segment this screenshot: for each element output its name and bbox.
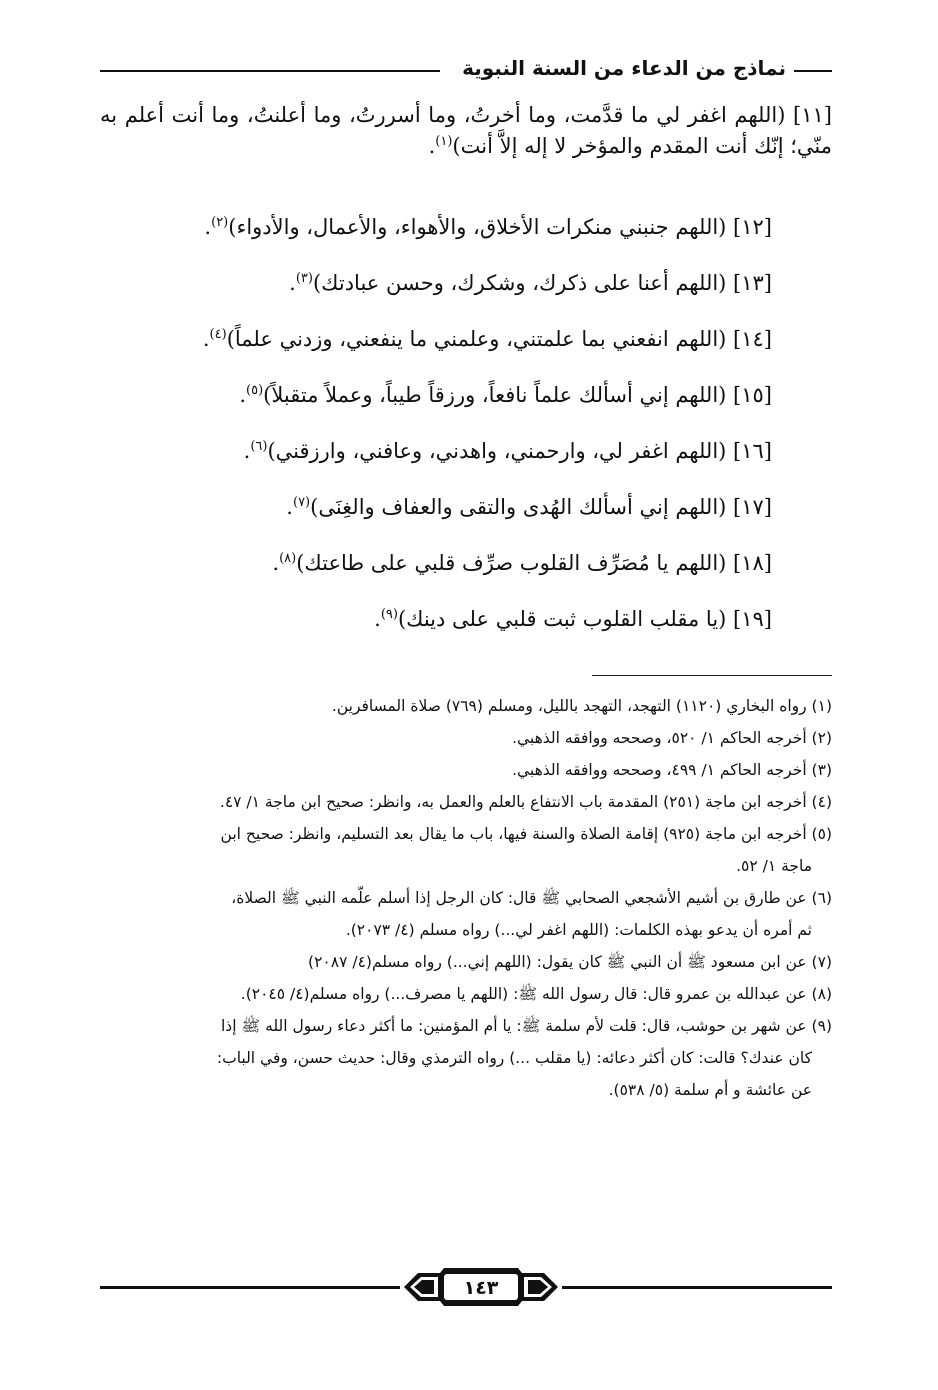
header-title: نماذج من الدعاء من السنة النبوية bbox=[454, 56, 794, 80]
header-rule-left bbox=[100, 70, 440, 72]
footnote-6: (٦) عن طارق بن أشيم الأشجعي الصحابي ﷺ قال: كان الرجل إذا أسلم علّمه النبي ﷺ الصلاة، bbox=[231, 889, 832, 907]
dua-text: [١٦] (اللهم اغفر لي، وارحمني، واهدني، وعافني، وارزقني) bbox=[267, 439, 772, 463]
footnote-ref: (٨) bbox=[279, 551, 297, 566]
footnote-ref: (٦) bbox=[250, 439, 268, 454]
footer-rule-left bbox=[100, 1286, 400, 1289]
footnote-separator bbox=[592, 675, 832, 676]
footnote-ref: (٢) bbox=[211, 215, 229, 230]
footnote-9: (٩) عن شهر بن حوشب، قال: قلت لأم سلمة ﷺ: يا أم المؤمنين: ما أكثر دعاء رسول الله ﷺ إذا bbox=[220, 1017, 832, 1035]
dua-text: [١١] (اللهم اغفر لي ما قدَّمت، وما أخرتُ، وما أسررتُ، وما أعلنتُ، وما أنت أعلم به منّي؛ إنّك أنت المقدم والمؤخر لا إله إلاَّ أنت) bbox=[100, 103, 832, 158]
dua-18: [١٨] (اللهم يا مُصَرِّف القلوب صرِّف قلبي على طاعتك)$^{(٨)}$. bbox=[272, 551, 772, 575]
dua-text: [١٤] (اللهم انفعني بما علمتني، وعلمني ما ينفعني، وزدني علماً) bbox=[226, 327, 772, 351]
footnote-ref: (١) bbox=[435, 134, 453, 149]
dua-19: [١٩] (يا مقلب القلوب ثبت قلبي على دينك)$^{(٩)}$. bbox=[374, 607, 772, 631]
dua-17: [١٧] (اللهم إني أسألك الهُدى والتقى والعفاف والغِنَى)$^{(٧)}$. bbox=[286, 495, 772, 519]
footnote-ref: (٣) bbox=[295, 271, 313, 286]
dua-13: [١٣] (اللهم أعنا على ذكرك، وشكرك، وحسن عبادتك)$^{(٣)}$. bbox=[289, 271, 772, 295]
footnote-5: (٥) أخرجه ابن ماجة (٩٢٥) إقامة الصلاة والسنة فيها، باب ما يقال بعد التسليم، وانظر: صحيح ابن bbox=[220, 825, 832, 843]
footnote-9-cont: كان عندك؟ قالت: كان أكثر دعائه: (يا مقلب ...) رواه الترمذي وقال: حديث حسن، وفي الباب: bbox=[216, 1049, 812, 1067]
footnote-4: (٤) أخرجه ابن ماجة (٢٥١) المقدمة باب الانتفاع بالعلم والعمل به، وانظر: صحيح ابن ماجة ١/ ٤٧. bbox=[219, 793, 832, 811]
footnote-ref: (٥) bbox=[246, 383, 264, 398]
footnote-1: (١) رواه البخاري (١١٢٠) التهجد، التهجد بالليل، ومسلم (٧٦٩) صلاة المسافرين. bbox=[331, 697, 832, 715]
footnote-6-cont: ثم أمره أن يدعو بهذه الكلمات: (اللهم اغفر لي...) رواه مسلم (٤/ ٢٠٧٣). bbox=[345, 921, 812, 939]
dua-12: [١٢] (اللهم جنبني منكرات الأخلاق، والأهواء، والأعمال، والأدواء)$^{(٢)}$. bbox=[204, 215, 772, 239]
dua-text: [١٩] (يا مقلب القلوب ثبت قلبي على دينك) bbox=[397, 607, 772, 631]
footnote-ref: (٩) bbox=[380, 607, 398, 622]
footnote-3: (٣) أخرجه الحاكم ١/ ٤٩٩، وصححه ووافقه الذهبي. bbox=[512, 761, 832, 779]
dua-text: [١٣] (اللهم أعنا على ذكرك، وشكرك، وحسن عبادتك) bbox=[312, 271, 772, 295]
dua-text: [١٨] (اللهم يا مُصَرِّف القلوب صرِّف قلبي على طاعتك) bbox=[296, 551, 772, 575]
dua-text: [١٢] (اللهم جنبني منكرات الأخلاق، والأهواء، والأعمال، والأدواء) bbox=[228, 215, 772, 239]
dua-15: [١٥] (اللهم إني أسألك علماً نافعاً، ورزقاً طيباً، وعملاً متقبلاً)$^{(٥)}$. bbox=[239, 383, 772, 407]
dua-text: [١٥] (اللهم إني أسألك علماً نافعاً، ورزقاً طيباً، وعملاً متقبلاً) bbox=[263, 383, 772, 407]
dua-text: [١٧] (اللهم إني أسألك الهُدى والتقى والعفاف والغِنَى) bbox=[310, 495, 772, 519]
footnote-ref: (٧) bbox=[292, 495, 311, 510]
footer-rule-right bbox=[562, 1286, 832, 1289]
footnote-7: (٧) عن ابن مسعود ﷺ أن النبي ﷺ كان يقول: (اللهم إني...) رواه مسلم(٤/ ٢٠٨٧) bbox=[308, 953, 832, 971]
dua-16: [١٦] (اللهم اغفر لي، وارحمني، واهدني، وعافني، وارزقني)$^{(٦)}$. bbox=[243, 439, 772, 463]
footnote-5-cont: ماجة ١/ ٥٢. bbox=[736, 857, 812, 875]
footnotes bbox=[106, 690, 832, 1106]
footnote-8: (٨) عن عبدالله بن عمرو قال: قال رسول الله ﷺ: (اللهم يا مصرف...) رواه مسلم(٤/ ٢٠٤٥). bbox=[240, 985, 832, 1003]
running-header bbox=[100, 52, 832, 92]
header-rule-right bbox=[794, 70, 832, 72]
dua-11: [١١] (اللهم اغفر لي ما قدَّمت، وما أخرتُ، وما أسررتُ، وما أعلنتُ، وما أنت أعلم به منّي؛ إنّك أنت المقدم والمؤخر لا إله إلاَّ أنت)$^{(١)}$. bbox=[100, 103, 832, 158]
footnote-ref: (٤) bbox=[209, 327, 227, 342]
footnote-9-cont2: عن عائشة و أم سلمة (٥/ ٥٣٨). bbox=[608, 1081, 812, 1099]
page-number: ١٤٣ bbox=[463, 1277, 499, 1299]
main-text bbox=[100, 100, 832, 660]
dua-14: [١٤] (اللهم انفعني بما علمتني، وعلمني ما ينفعني، وزدني علماً)$^{(٤)}$. bbox=[202, 327, 772, 351]
footnote-2: (٢) أخرجه الحاكم ١/ ٥٢٠، وصححه ووافقه الذهبي. bbox=[512, 729, 832, 747]
